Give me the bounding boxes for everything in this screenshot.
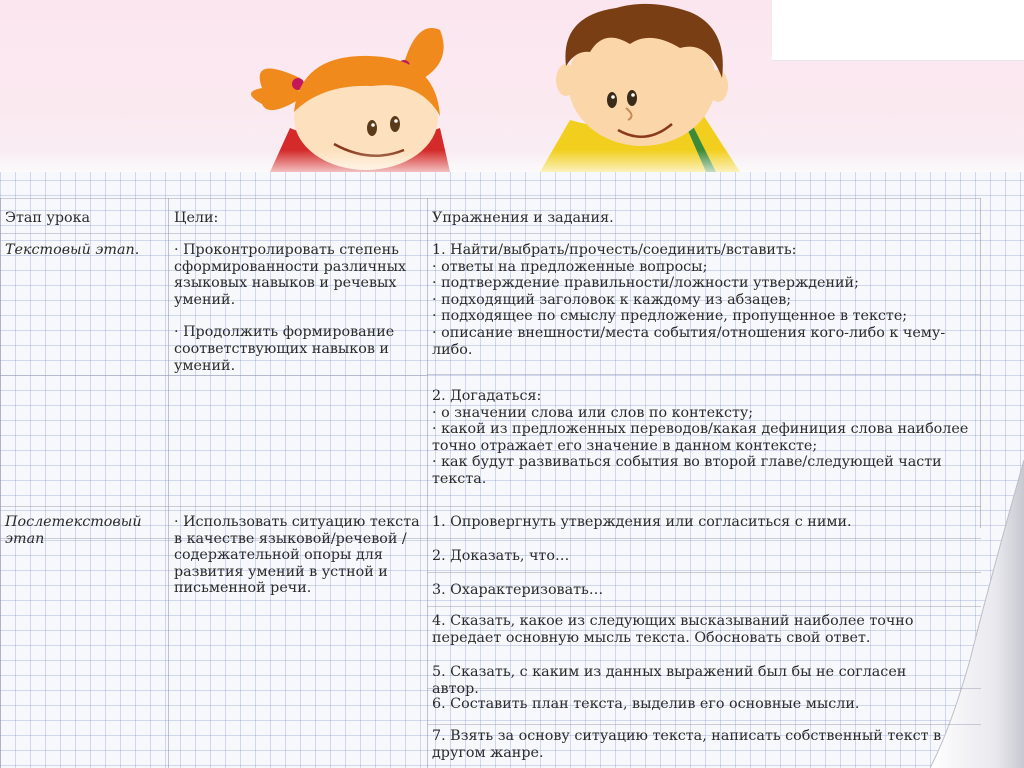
post-item-1: 1. Опровергнуть утверждения или согласиться с ними.: [432, 514, 852, 530]
table-row-divider: [0, 506, 981, 507]
post-item-6: 6. Составить план текста, выделив его основные мысли.: [432, 696, 860, 712]
table-col-divider: [0, 198, 1, 768]
table-col-divider: [168, 198, 169, 768]
header-stage: Этап урока: [5, 210, 91, 226]
post-item-4: 4. Сказать, какое из следующих высказываний наиболее точно передает основную мысль текста. Обосновать свой ответ.: [432, 613, 914, 646]
table-row-divider: [427, 572, 981, 573]
exercise-item: · о значении слова или слов по контексту;: [432, 404, 754, 421]
text-stage-exercises-1: [432, 242, 980, 358]
table-col-divider: [980, 198, 981, 528]
stage-name-text: Текстовый этап.: [5, 242, 140, 258]
table-col-divider: [427, 198, 428, 768]
exercise-item: · ответы на предложенные вопросы;: [432, 258, 708, 275]
exercise-item: · как будут развиваться события во второй главе/следующей части текста.: [432, 454, 942, 487]
goal-item: · Проконтролировать степень сформированности различных языковых навыков и речевых умений.: [174, 242, 407, 308]
table-row-divider: [0, 198, 981, 199]
post-item-2: 2. Доказать, что…: [432, 548, 570, 564]
exercise-heading: 2. Догадаться:: [432, 388, 542, 404]
top-right-paper-sheet: [772, 0, 1024, 61]
header-exercises: Упражнения и задания.: [432, 210, 614, 226]
exercise-item: · подходящее по смыслу предложение, пропущенное в тексте;: [432, 308, 908, 325]
text-stage-exercises-2: [432, 388, 980, 488]
table-row-divider: [0, 233, 981, 234]
table-row-divider: [427, 374, 981, 375]
table-row-divider: [427, 606, 981, 607]
cartoon-boy-illustration: [540, 4, 740, 172]
post-item-5: 5. Сказать, с каким из данных выражений был бы не согласен автор.: [432, 664, 907, 697]
banner-fade: [0, 150, 1024, 172]
lesson-stages-table: [0, 198, 982, 768]
exercise-heading: 1. Найти/выбрать/прочесть/соединить/вставить:: [432, 242, 797, 258]
exercise-item: · подходящий заголовок к каждому из абзацев;: [432, 291, 792, 308]
table-row-divider: [427, 724, 981, 725]
header-goals: Цели:: [174, 210, 219, 226]
text-stage-goals: [174, 242, 424, 374]
goal-item: · Продолжить формирование соответствующих навыков и умений.: [174, 324, 395, 374]
table-row-divider: [0, 375, 427, 376]
post-item-3: 3. Охарактеризовать…: [432, 582, 604, 598]
exercise-item: · какой из предложенных переводов/какая дефиниция слова наиболее точно отражает его значение в данном контексте;: [432, 421, 969, 454]
exercise-item: · подтверждение правильности/ложности утверждений;: [432, 275, 859, 292]
post-stage-goal: · Использовать ситуацию текста в качестве языковой/речевой /содержательной опоры для развития умений в устной и письменной речи.: [174, 514, 420, 597]
post-item-7: 7. Взять за основу ситуацию текста, написать собственный текст в другом жанре.: [432, 728, 942, 761]
stage-name-post-text: Послетекстовый этап: [5, 514, 142, 547]
exercise-item: · описание внешности/места события/отношения кого-либо к чему-либо.: [432, 324, 946, 358]
